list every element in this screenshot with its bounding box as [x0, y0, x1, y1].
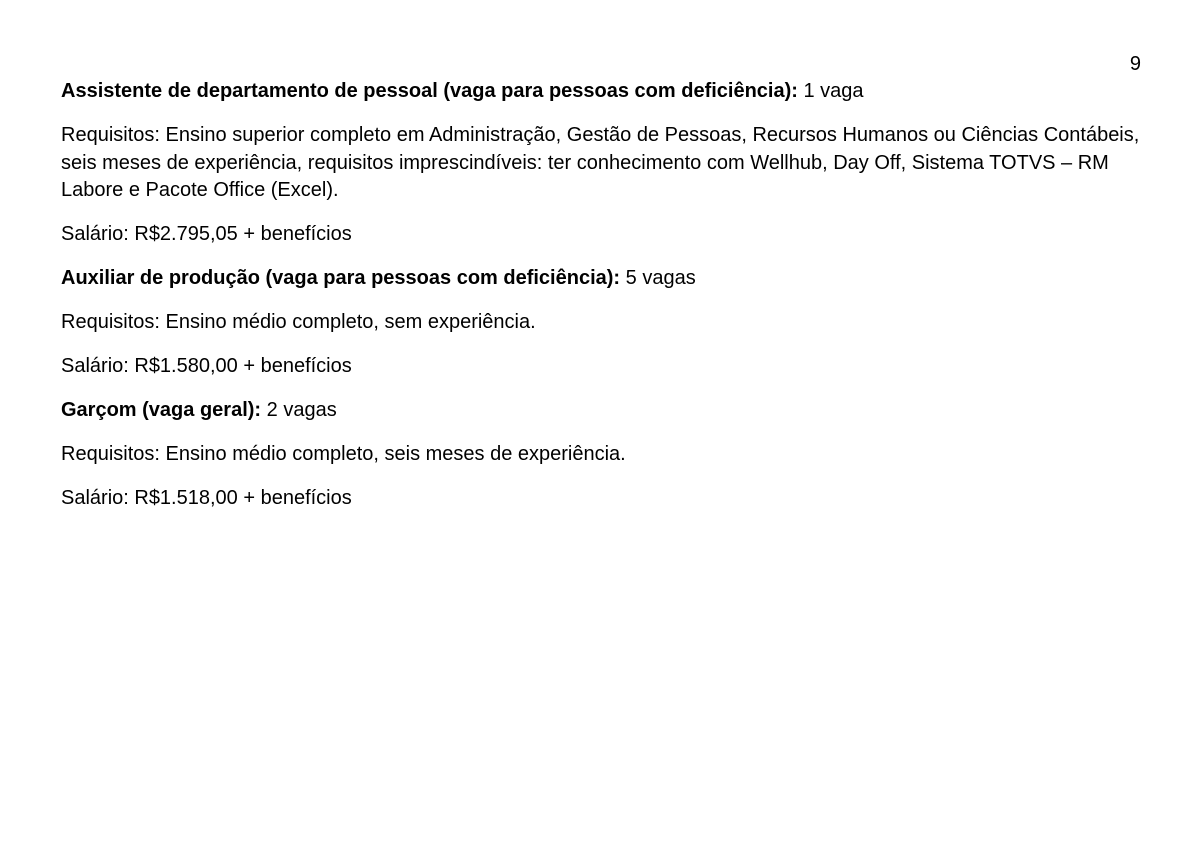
- job-title: Auxiliar de produção (vaga para pessoas com deficiência):: [61, 267, 621, 289]
- job-salary: Salário: R$1.580,00 + benefícios: [61, 355, 352, 377]
- job-listing-auxiliar-producao: [61, 265, 1146, 381]
- document-body: [61, 78, 1146, 529]
- job-salary: Salário: R$2.795,05 + benefícios: [61, 223, 352, 245]
- job-heading: [61, 265, 1146, 293]
- job-heading: [61, 397, 1146, 425]
- job-heading: [61, 78, 1146, 106]
- job-requirements: Requisitos: Ensino superior completo em Administração, Gestão de Pessoas, Recursos Humanos ou Ciências Contábeis, seis meses de experiência, requisitos imprescindíveis: ter conhecimento com Wellhub, Day Off, Sistema TOTVS – RM Labore e Pacote Office (Excel).: [61, 124, 1140, 201]
- job-requirements: Requisitos: Ensino médio completo, sem experiência.: [61, 311, 536, 333]
- job-listing-garcom: [61, 397, 1146, 513]
- job-openings: 5 vagas: [625, 267, 696, 289]
- job-listing-assistente-departamento-pessoal: [61, 78, 1146, 249]
- job-title: Garçom (vaga geral):: [61, 399, 262, 421]
- job-salary: Salário: R$1.518,00 + benefícios: [61, 487, 352, 509]
- job-openings: 1 vaga: [803, 80, 864, 102]
- job-title: Assistente de departamento de pessoal (vaga para pessoas com deficiência):: [61, 80, 798, 102]
- job-openings: 2 vagas: [266, 399, 337, 421]
- page-number: 9: [1129, 53, 1141, 75]
- job-requirements: Requisitos: Ensino médio completo, seis meses de experiência.: [61, 443, 626, 465]
